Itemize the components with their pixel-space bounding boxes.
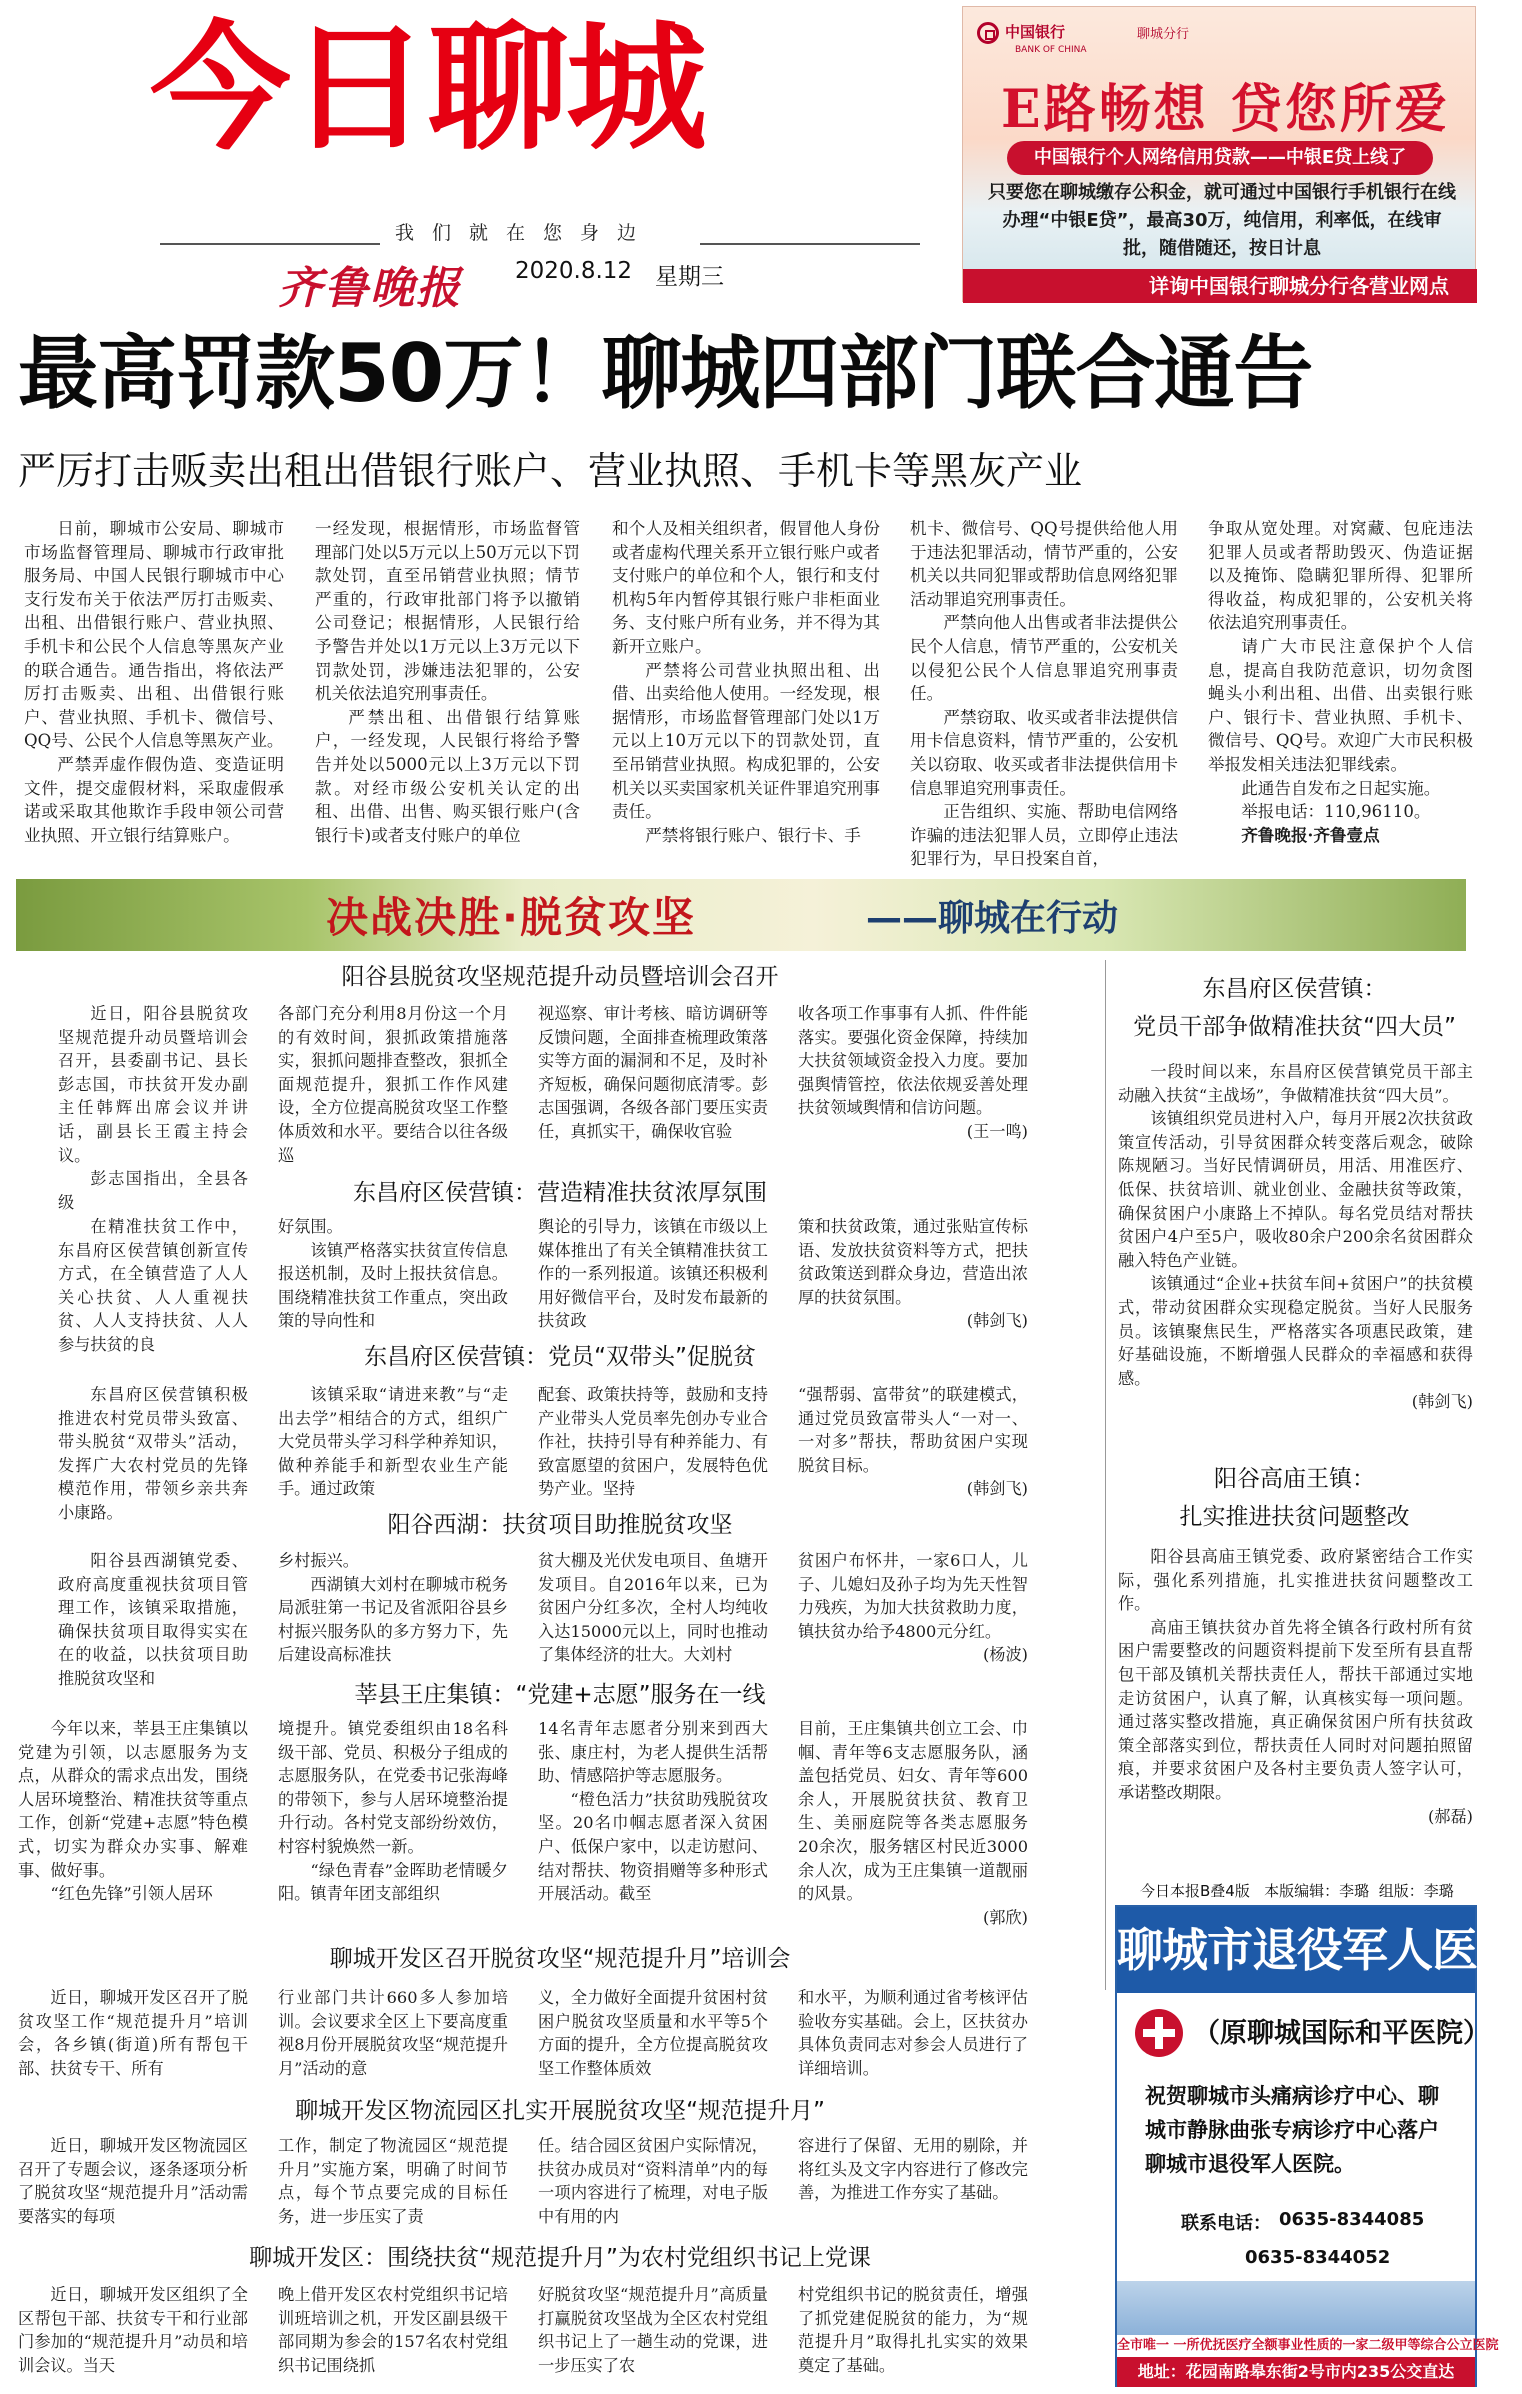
article-title: 莘县王庄集镇：“党建+志愿”服务在一线 [354, 1682, 766, 1708]
paragraph: 任。结合园区贫困户实际情况，扶贫办成员对“资料清单”内的每一项内容进行了梳理，对电子版中有用的内 [538, 2136, 768, 2226]
bank-ad-pill: 中国银行个人网络信用贷款——中银E贷上线了 [1007, 141, 1433, 175]
paragraph: 贫困户布怀井，一家6口人，儿子、儿媳妇及孙子均为先天性智力残疾，为加大扶贫救助力度，镇扶贫办给予4800元分红。 [798, 1551, 1028, 1641]
paragraph: “橙色活力”扶贫助残脱贫攻坚。20名巾帼志愿者深入贫困户、低保户家中，以走访慰问、结对帮扶、物资捐赠等多种形式开展活动。截至 [538, 1789, 768, 1904]
article-column [58, 1549, 248, 1691]
masthead-title: 今日聊城 [150, 8, 705, 169]
article-column [18, 1986, 248, 2080]
article-column [538, 1383, 768, 1501]
paragraph: 近日，聊城开发区召开了脱贫攻坚工作“规范提升月”培训会，各乡镇(街道)所有帮包干部、扶贫专干、所有 [18, 1988, 248, 2078]
paragraph: 严禁将银行账户、银行卡、手 [645, 825, 861, 845]
hospital-former-name: （原聊城国际和平医院） [1193, 2018, 1490, 2049]
subheadline: 严厉打击贩卖出租出借银行账户、营业执照、手机卡等黑灰产业 [18, 449, 1083, 493]
paragraph: 严禁向他人出售或者非法提供公民个人信息，情节严重的，公安机关以侵犯公民个人信息罪追究刑事责任。 [910, 613, 1178, 704]
banner-title: 决战决胜·脱贫攻坚 [326, 893, 696, 942]
paragraph: 好脱贫攻坚“规范提升月”高质量打赢脱贫攻坚战为全区农村党组织书记上了一趟生动的党课，进一步压实了农 [538, 2285, 768, 2375]
masthead-slogan: 我们就在您身边 [395, 222, 655, 244]
paragraph: 行业部门共计660多人参加培训。会议要求全区上下要高度重视8月份开展脱贫攻坚“规范提升月”活动的意 [278, 1988, 508, 2078]
lead-column-1 [24, 517, 284, 847]
article-column [278, 2283, 508, 2377]
paragraph: 争取从宽处理。对窝藏、包庇违法犯罪人员或者帮助毁灭、伪造证据以及掩饰、隐瞒犯罪所得、犯罪所得收益，构成犯罪的，公安机关将依法追究刑事责任。 [1208, 519, 1473, 633]
masthead-weekday: 星期三 [655, 264, 724, 290]
paragraph: 和水平，为顺利通过省考核评估验收夯实基础。会上，区扶贫办具体负责同志对参会人员进行了详细培训。 [798, 1988, 1028, 2078]
article-column [538, 2283, 768, 2377]
article-title: 阳谷西湖：扶贫项目助推脱贫攻坚 [387, 1512, 733, 1538]
paragraph: 舆论的引导力，该镇在市级以上媒体推出了有关全镇精准扶贫工作的一系列报道。该镇还积极利用好微信平台，及时发布最新的扶贫政 [538, 1217, 768, 1331]
bank-name-en: BANK OF CHINA [1015, 45, 1087, 55]
hospital-name: 聊城市退役军人医院 [1117, 1907, 1475, 1993]
article-title: 东昌府区侯营镇： [1202, 976, 1387, 1002]
article-column [798, 1986, 1028, 2080]
hospital-tel-2: 0635-8344052 [1245, 2247, 1391, 2268]
byline: (杨波) [982, 1645, 1028, 1665]
byline: (王一鸣) [966, 1121, 1028, 1141]
page-count: 今日本报B叠4版 [1140, 1882, 1250, 1900]
hospital-tel-label: 联系电话： [1181, 2213, 1271, 2234]
paragraph: 该镇通过“企业+扶贫车间+贫困户”的扶贫模式，带动贫困群众实现稳定脱贫。当好人民服务员。该镇聚焦民生，严格落实各项惠民政策，建好基础设施，不断增强人民群众的幸福感和获得感。 [1118, 1274, 1473, 1388]
article-column [798, 1383, 1028, 1501]
article-title: 东昌府区侯营镇：营造精准扶贫浓厚氛围 [353, 1180, 767, 1206]
article-column [538, 1002, 768, 1144]
paragraph: 严禁将公司营业执照出租、出借、出卖给他人使用。一经发现，根据情形，市场监督管理部门处以1万元以上10万元以下的罚款处罚，直至吊销营业执照。构成犯罪的，公安机关以买卖国家机关证件罪追究刑事责任。 [612, 660, 880, 822]
hospital-emblem-icon [1135, 2009, 1183, 2057]
article-column [798, 2134, 1028, 2205]
article-column [278, 1549, 508, 1667]
article-column [278, 1383, 508, 1501]
article-column [58, 1215, 248, 1357]
paragraph: 视巡察、审计考核、暗访调研等反馈问题，全面排查梳理政策落实等方面的漏洞和不足，及时补齐短板，确保问题彻底清零。彭志国强调，各级各部门要压实责任，真抓实干，确保收官验 [538, 1004, 768, 1141]
article-title: 阳谷县脱贫攻坚规范提升动员暨培训会召开 [341, 964, 779, 990]
paragraph: 好氛围。 [278, 1217, 343, 1236]
paragraph: 一段时间以来，东昌府区侯营镇党员干部主动融入扶贫“主战场”，争做精准扶贫“四大员”。 [1118, 1062, 1473, 1105]
poverty-banner [16, 879, 1466, 951]
lead-column-5 [1208, 517, 1473, 847]
article-column [278, 1215, 508, 1333]
paragraph: 容进行了保留、无用的剔除，并将红头及文字内容进行了修改完善，为推进工作夯实了基础。 [798, 2136, 1028, 2203]
paragraph: 今年以来，莘县王庄集镇以党建为引领，以志愿服务为支点，从群众的需求点出发，围绕人居环境整治、精准扶贫等重点工作，创新“党建+志愿”特色模式，切实为群众办实事、解难事、做好事。 [18, 1719, 248, 1880]
paragraph: 该镇严格落实扶贫宣传信息报送机制，及时上报扶贫信息。围绕精准扶贫工作重点，突出政策的导向性和 [278, 1240, 508, 1331]
paragraph: 晚上借开发区农村党组织书记培训班培训之机，开发区副县级干部同期为参会的157名农村党组织书记围绕抓 [278, 2285, 508, 2375]
masthead-rule-right [700, 243, 920, 245]
paragraph: 东昌府区侯营镇积极推进农村党员带头致富、带头脱贫“双带头”活动，发挥广大农村党员的先锋模范作用，带领乡亲共奔小康路。 [58, 1385, 248, 1522]
article-column [18, 2134, 248, 2228]
lead-column-4 [910, 517, 1178, 871]
lead-column-3 [612, 517, 880, 847]
article-title: 聊城开发区：围绕扶贫“规范提升月”为农村党组织书记上党课 [249, 2245, 871, 2271]
paragraph: 正告组织、实施、帮助电信网络诈骗的违法犯罪人员，立即停止违法犯罪行为，早日投案自首， [910, 802, 1178, 869]
paragraph: 高庙王镇扶贫办首先将全镇各行政村所有贫困户需要整改的问题资料提前下发至所有县直帮包干部及镇机关帮扶责任人，帮扶干部通过实地走访贫困户，认真了解，认真核实每一项问题。通过落实整改措施，真正确保贫困户所有扶贫政策全部落实到位，帮扶责任人同时对问题拍照留痕，并要求贫困户及各村主要负责人签字认可，承诺整改期限。 [1118, 1617, 1473, 1802]
article-title: 东昌府区侯营镇：党员“双带头”促脱贫 [364, 1344, 756, 1370]
paragraph: 配套、政策扶持等，鼓励和支持产业带头人党员率先创办专业合作社，扶持引导有种养能力、有致富愿望的贫困户，发展特色优势产业。坚持 [538, 1385, 768, 1499]
paragraph: 近日，聊城开发区组织了全区帮包干部、扶贫专干和行业部门参加的“规范提升月”动员和培训会议。当天 [18, 2285, 248, 2375]
page-editor: 本版编辑：李璐 [1264, 1882, 1370, 1900]
byline: (郭欣) [982, 1907, 1028, 1927]
article-column [58, 1383, 248, 1525]
article-column [538, 1717, 768, 1906]
paragraph: 义，全力做好全面提升贫困村贫困户脱贫攻坚质量和水平等5个方面的提升，全方位提高脱贫攻坚工作整体质效 [538, 1988, 768, 2078]
article-column [278, 1002, 508, 1167]
page-layout-credit: 组版：李璐 [1378, 1882, 1454, 1900]
paragraph: 严禁窃取、收买或者非法提供信用卡信息资料，情节严重的，公安机关以窃取、收买或者非法提供信用卡信息罪追究刑事责任。 [910, 707, 1178, 798]
paragraph: 各部门充分利用8月份这一个月的有效时间，狠抓政策措施落实，狠抓问题排查整改，狠抓全面规范提升，狠抓工作作风建设，全方位提高脱贫攻坚工作整体质效和水平。要结合以往各级巡 [278, 1004, 508, 1165]
paragraph: 贫大棚及光伏发电项目、鱼塘开发项目。自2016年以来，已为贫困户分红多次，全村人均纯收入达15000元以上，同时也推动了集体经济的壮大。大刘村 [538, 1551, 768, 1665]
lead-column-2 [315, 517, 580, 847]
article-column [1118, 1545, 1473, 1828]
page-footline [1140, 1880, 1480, 1901]
paragraph: 该镇采取“请进来教”与“走出去学”相结合的方式，组织广大党员带头学习科学种养知识，做种养能手和新型农业生产能手。通过政策 [278, 1385, 508, 1499]
paragraph: 日前，聊城市公安局、聊城市市场监督管理局、聊城市行政审批服务局、中国人民银行聊城市中心支行发布关于依法严厉打击贩卖、出租、出借银行账户、营业执照、手机卡和公民个人信息等黑灰产业的联合通告。通告指出，将依法严厉打击贩卖、出租、出借银行账户、营业执照、手机卡、微信号、QQ号、公民个人信息等黑灰产业。 [24, 519, 284, 751]
article-column [538, 1986, 768, 2080]
paragraph: 乡村振兴。 [278, 1551, 359, 1570]
article-subtitle: 扎实推进扶贫问题整改 [1179, 1504, 1410, 1530]
article-title: 阳谷高庙王镇： [1214, 1466, 1375, 1492]
paragraph: 收各项工作事事有人抓、件件能落实。要强化资金保障，持续加大扶贫领域资金投入力度。要加强舆情管控，依法依规妥善处理扶贫领域舆情和信访问题。 [798, 1004, 1028, 1118]
paragraph: 策和扶贫政策，通过张贴宣传标语、发放扶贫资料等方式，把扶贫政策送到群众身边，营造出浓厚的扶贫氛围。 [798, 1217, 1028, 1307]
bank-name: 中国银行 [1005, 23, 1066, 41]
article-column [798, 1549, 1028, 1667]
hospital-ad [1115, 1905, 1522, 2387]
bank-logo-icon [977, 22, 999, 44]
article-column [278, 1717, 508, 1906]
article-column [278, 2134, 508, 2228]
paragraph: 阳谷县高庙王镇党委、政府紧密结合工作实际，强化系列措施，扎实推进扶贫问题整改工作。 [1118, 1547, 1473, 1614]
paragraph: 工作，制定了物流园区“规范提升月”实施方案，明确了时间节点，每个节点要完成的目标任务，进一步压实了责 [278, 2136, 508, 2226]
article-column [798, 1717, 1028, 1929]
paragraph: 机卡、微信号、QQ号提供给他人用于违法犯罪活动，情节严重的，公安机关以共同犯罪或帮助信息网络犯罪活动罪追究刑事责任。 [910, 519, 1178, 609]
paragraph: 此通告自发布之日起实施。 [1241, 778, 1441, 798]
paragraph: 西湖镇大刘村在聊城市税务局派驻第一书记及省派阳谷县乡村振兴服务队的多方努力下，先后建设高标准扶 [278, 1574, 508, 1665]
paragraph: “强帮弱、富带贫”的联建模式，通过党员致富带头人“一对一、一对多”帮扶，帮助贫困户实现脱贫目标。 [798, 1385, 1028, 1475]
masthead-date: 2020.8.12 [515, 258, 633, 284]
hospital-tel-1: 0635-8344085 [1279, 2209, 1425, 2230]
paragraph: 近日，阳谷县脱贫攻坚规范提升动员暨培训会召开，县委副书记、县长彭志国，市扶贫开发办副主任韩辉出席会议并讲话，副县长王霞主持会议。 [58, 1004, 248, 1165]
paragraph: “绿色青春”金晖助老情暖夕阳。镇青年团支部组织 [278, 1860, 508, 1904]
paragraph: 和个人及相关组织者，假冒他人身份或者虚构代理关系开立银行账户或者支付账户的单位和个人，银行和支付机构5年内暂停其银行账户非柜面业务、支付账户所有业务，并不得为其新开立账户。 [612, 519, 880, 656]
article-title: 聊城开发区物流园区扎实开展脱贫攻坚“规范提升月” [295, 2098, 825, 2124]
bank-ad [962, 6, 1476, 302]
paragraph: 请广大市民注意保护个人信息，提高自我防范意识，切勿贪图蝇头小利出租、出借、出卖银行账户、银行卡、营业执照、手机卡、微信号、QQ号。欢迎广大市民积极举报发相关违法犯罪线索。 [1208, 636, 1473, 774]
article-column [798, 2283, 1028, 2377]
paragraph: 境提升。镇党委组织由18名科级干部、党员、积极分子组成的志愿服务队，在党委书记张海峰的带领下，参与人居环境整治提升行动。各村党支部纷纷效仿，村容村貌焕然一新。 [278, 1719, 508, 1856]
masthead-paper-name: 齐鲁晚报 [278, 263, 462, 314]
bank-ad-footer: 详询中国银行聊城分行各营业网点 [963, 269, 1477, 303]
article-column [18, 1717, 248, 1906]
paragraph: 举报电话：110,96110。 [1241, 802, 1431, 822]
paragraph: 在精准扶贫工作中，东昌府区侯营镇创新宣传方式，在全镇营造了人人关心扶贫、人人重视扶贫、人人支持扶贫、人人参与扶贫的良 [58, 1217, 248, 1354]
article-column [798, 1002, 1028, 1144]
paragraph: 阳谷县西湖镇党委、政府高度重视扶贫项目管理工作，该镇采取措施，确保扶贫项目取得实实在在的收益，以扶贫项目助推脱贫攻坚和 [58, 1551, 248, 1688]
article-column [1118, 1060, 1473, 1414]
headline: 最高罚款50万！聊城四部门联合通告 [18, 327, 1313, 420]
article-column [18, 2283, 248, 2377]
paragraph: 村党组织书记的脱贫责任，增强了抓党建促脱贫的能力，为“规范提升月”取得扎扎实实的效果奠定了基础。 [798, 2285, 1028, 2375]
article-column [538, 1215, 768, 1333]
bank-ad-slogan: E路畅想 贷您所爱 [1001, 79, 1450, 140]
paragraph: 严禁出租、出借银行结算账户，一经发现，人民银行将给予警告并处以5000元以上3万元以下罚款。对经市级公安机关认定的出租、出借、出售、购买银行账户(含银行卡)或者支付账户的单位 [315, 707, 580, 845]
article-column [538, 1549, 768, 1667]
paragraph: “红色先锋”引领人居环 [50, 1884, 213, 1904]
article-column [278, 1986, 508, 2080]
article-column [538, 2134, 768, 2228]
byline: (韩剑飞) [966, 1311, 1028, 1331]
hospital-building-photo [1117, 2281, 1475, 2337]
paragraph: 近日，聊城开发区物流园区召开了专题会议，逐条逐项分析了脱贫攻坚“规范提升月”活动需要落实的每项 [18, 2136, 248, 2226]
hospital-certification: 全市唯一 一所优抚医疗全额事业性质的一家二级甲等综合公立医院 [1117, 2335, 1475, 2357]
paragraph: 14名青年志愿者分别来到西大张、康庄村，为老人提供生活帮助、情感陪护等志愿服务。 [538, 1719, 768, 1786]
paragraph: 该镇组织党员进村入户，每月开展2次扶贫政策宣传活动，引导贫困群众转变落后观念，破除陈规陋习。当好民情调研员，用活、用准医疗、低保、扶贫培训、就业创业、金融扶贫等政策，确保贫困户小康路上不掉队。每名党员结对帮扶贫困户4户至5户，吸收80余户200余名贫困群众融入特色产业链。 [1118, 1109, 1473, 1270]
byline: (郝磊) [1427, 1806, 1473, 1826]
paragraph: 一经发现，根据情形，市场监督管理部门处以5万元以上50万元以下罚款处罚，直至吊销营业执照；情节严重的，行政审批部门将予以撤销公司登记；根据情形，人民银行给予警告并处以1万元以上3万元以下罚款处罚，涉嫌违法犯罪的，公安机关依法追究刑事责任。 [315, 519, 580, 704]
banner-subtitle: ——聊城在行动 [866, 898, 1119, 939]
paragraph: 彭志国指出，全县各级 [58, 1169, 248, 1212]
byline: (韩剑飞) [966, 1479, 1028, 1499]
hospital-congrats: 祝贺聊城市头痛病诊疗中心、聊城市静脉曲张专病诊疗中心落户聊城市退役军人医院。 [1145, 2084, 1439, 2176]
bank-logo [977, 21, 1065, 44]
bank-branch: 聊城分行 [1137, 27, 1190, 42]
hospital-address: 地址：花园南路皋东街2号市内235公交直达 [1117, 2357, 1475, 2387]
article-column [798, 1215, 1028, 1333]
bank-ad-body: 只要您在聊城缴存公积金，就可通过中国银行手机银行在线办理“中银E贷”，最高30万，纯信用，利率低，在线审批，随借随还，按日计息 [988, 182, 1456, 259]
lead-byline: 齐鲁晚报·齐鲁壹点 [1241, 824, 1380, 845]
masthead-rule-left [160, 243, 380, 245]
paragraph: 目前，王庄集镇共创立工会、巾帼、青年等6支志愿服务队，涵盖包括党员、妇女、青年等600余人，开展脱贫扶贫、教育卫生、美丽庭院等各类志愿服务20余次，服务辖区村民近3000余人次，成为王庄集镇一道靓丽的风景。 [798, 1719, 1028, 1904]
byline: (韩剑飞) [1411, 1392, 1473, 1412]
paragraph: 严禁弄虚作假伪造、变造证明文件，提交虚假材料，采取虚假承诺或采取其他欺诈手段申领公司营业执照、开立银行结算账户。 [24, 754, 284, 845]
column-divider [1105, 960, 1106, 1990]
article-subtitle: 党员干部争做精准扶贫“四大员” [1133, 1014, 1456, 1040]
article-title: 聊城开发区召开脱贫攻坚“规范提升月”培训会 [329, 1946, 791, 1972]
